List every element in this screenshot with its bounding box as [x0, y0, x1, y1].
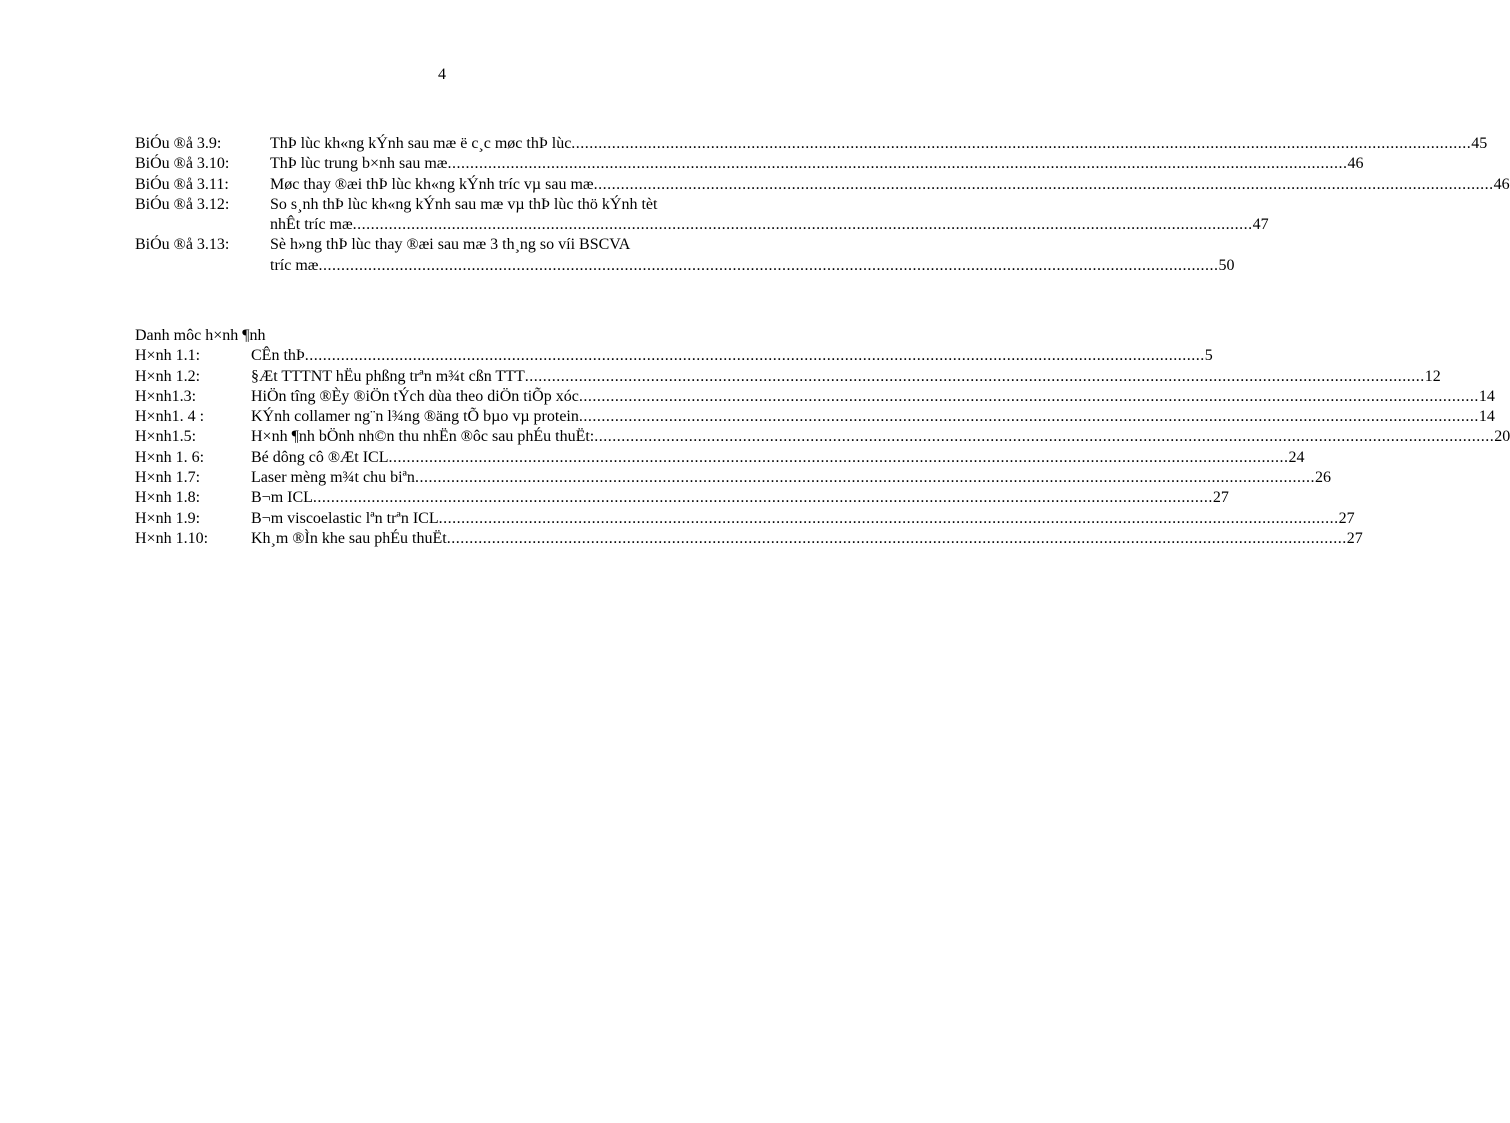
entry-body [251, 488, 1229, 508]
toc-entry [135, 407, 1495, 427]
chart-list [135, 134, 1510, 276]
entry-title: §Æt TTTNT hËu phßng trªn m¾t cßn TTT [251, 367, 525, 385]
entry-title: Sè h»ng thÞ lùc thay ®æi sau mæ 3 th¸ng so víi BSCVA [270, 236, 631, 254]
entry-label: H×nh1.3: [135, 387, 197, 405]
entry-title: Kh¸m ®Ìn khe sau phÉu thuËt [251, 529, 447, 547]
toc-entry [135, 346, 1213, 366]
entry-body [270, 195, 1269, 236]
page-number: 4 [438, 66, 446, 83]
toc-line [251, 346, 1213, 366]
entry-body [270, 154, 1364, 174]
entry-label: BiÓu ®å 3.13: [135, 236, 230, 254]
entry-body [251, 346, 1213, 366]
entry-label: BiÓu ®å 3.10: [135, 155, 230, 173]
entry-label: H×nh 1.10: [135, 529, 209, 547]
entry-title: ThÞ lùc kh«ng kÝnh sau mæ ë c¸c møc thÞ lùc [270, 135, 572, 152]
toc-line [251, 407, 1495, 427]
toc-line [251, 468, 1331, 488]
entry-label: BiÓu ®å 3.12: [135, 195, 230, 213]
entry-title: Møc thay ®æi thÞ lùc kh«ng kÝnh tríc vµ sau mæ [270, 175, 594, 193]
entry-title: Laser mèng m¾t chu biªn [251, 469, 415, 487]
entry-body [270, 175, 1510, 195]
dot-leader: ........................................................................................................................................................................................................ [593, 175, 1494, 193]
toc-line [270, 256, 1235, 276]
entry-body [251, 427, 1510, 447]
dot-leader: ........................................................................................................................................................................................................ [414, 469, 1315, 487]
entry-page-number: 27 [1338, 509, 1355, 527]
dot-leader: ........................................................................................................................................................................................................ [447, 155, 1348, 173]
entry-title: H×nh ¶nh bÖnh nh©n thu nhËn ®ôc sau phÉu thuËt: [251, 428, 595, 446]
entry-label: H×nh 1.8: [135, 489, 201, 507]
figure-list-title: Danh môc h×nh ¶nh [135, 327, 266, 344]
toc-entry [135, 387, 1495, 407]
entry-label: H×nh 1.1: [135, 347, 201, 365]
toc-entry [135, 134, 1488, 154]
dot-leader: ........................................................................................................................................................................................................ [571, 135, 1472, 152]
dot-leader: ........................................................................................................................................................................................................ [438, 509, 1339, 527]
entry-page-number: 47 [1252, 216, 1269, 234]
dot-leader: ........................................................................................................................................................................................................ [594, 428, 1495, 446]
toc-entry [135, 529, 1363, 549]
toc-entry [135, 175, 1510, 195]
toc-entry [135, 448, 1305, 468]
entry-page-number: 14 [1478, 387, 1495, 405]
entry-body [270, 235, 1235, 276]
entry-label: H×nh 1.9: [135, 509, 201, 527]
toc-line [251, 529, 1363, 549]
entry-body [251, 387, 1495, 407]
toc-line [270, 235, 737, 255]
entry-label: H×nh 1.7: [135, 469, 201, 487]
entry-body [251, 468, 1331, 488]
entry-page-number: 46 [1347, 155, 1364, 173]
dot-leader: ........................................................................................................................................................................................................ [318, 256, 1219, 274]
entry-page-number: 26 [1314, 469, 1331, 487]
entry-title: nhÊt tríc mæ [270, 216, 353, 234]
toc-line [251, 427, 1510, 447]
toc-line [270, 175, 1510, 195]
entry-label: H×nh1.5: [135, 428, 197, 446]
dot-leader: ........................................................................................................................................................................................................ [304, 347, 1205, 365]
toc-line [251, 387, 1495, 407]
entry-label: H×nh1. 4 : [135, 408, 205, 426]
entry-title: Bé dông cô ®Æt ICL [251, 448, 389, 466]
entry-title: ThÞ lùc trung b×nh sau mæ [270, 155, 448, 173]
dot-leader: ........................................................................................................................................................................................................ [446, 529, 1347, 547]
entry-title: KÝnh collamer ng¨n l¾ng ®äng tÕ bµo vµ protein [251, 408, 579, 426]
entry-page-number: 27 [1212, 489, 1229, 507]
toc-entry [135, 488, 1229, 508]
toc-line [270, 195, 737, 215]
entry-body [251, 407, 1495, 427]
dot-leader: ........................................................................................................................................................................................................ [578, 387, 1479, 405]
dot-leader: ........................................................................................................................................................................................................ [312, 489, 1213, 507]
entry-page-number: 20 [1494, 428, 1510, 446]
entry-page-number: 46 [1493, 175, 1510, 193]
entry-title: CÊn thÞ [251, 347, 305, 365]
toc-entry [135, 427, 1510, 447]
entry-title: HiÖn tîng ®Èy ®iÖn tÝch dùa theo diÖn tiÕp xóc [251, 387, 579, 405]
entry-page-number: 12 [1424, 367, 1441, 385]
entry-title: B¬m ICL [251, 489, 313, 507]
toc-entry [135, 195, 1269, 236]
dot-leader: ........................................................................................................................................................................................................ [352, 216, 1253, 234]
entry-body [251, 529, 1363, 549]
entry-title: tríc mæ [270, 256, 319, 274]
toc-entry [135, 367, 1441, 387]
entry-page-number: 24 [1288, 448, 1305, 466]
entry-body [251, 448, 1305, 468]
entry-label: H×nh 1.2: [135, 367, 201, 385]
entry-body [270, 134, 1488, 154]
toc-entry [135, 235, 1235, 276]
toc-line [251, 509, 1355, 529]
entry-page-number: 50 [1218, 256, 1235, 274]
toc-line [251, 367, 1441, 387]
toc-line [270, 154, 1364, 174]
entry-body [251, 367, 1441, 387]
entry-page-number: 45 [1471, 135, 1488, 152]
entry-page-number: 14 [1478, 408, 1495, 426]
toc-line [251, 448, 1305, 468]
toc-line [251, 488, 1229, 508]
entry-label: H×nh 1. 6: [135, 448, 205, 466]
toc-line [270, 134, 1488, 154]
dot-leader: ........................................................................................................................................................................................................ [524, 367, 1425, 385]
entry-title: So s¸nh thÞ lùc kh«ng kÝnh sau mæ vµ thÞ lùc thö kÝnh tèt [270, 195, 658, 213]
entry-body [251, 509, 1355, 529]
entry-label: BiÓu ®å 3.11: [135, 175, 229, 193]
toc-entry [135, 154, 1364, 174]
figure-list [135, 326, 1510, 549]
toc-entry [135, 468, 1331, 488]
toc-entry [135, 509, 1355, 529]
dot-leader: ........................................................................................................................................................................................................ [388, 448, 1289, 466]
entry-label: BiÓu ®å 3.9: [135, 135, 222, 152]
entry-page-number: 27 [1346, 529, 1363, 547]
entry-title: B¬m viscoelastic lªn trªn ICL [251, 509, 439, 527]
entry-page-number: 5 [1204, 347, 1213, 365]
dot-leader: ........................................................................................................................................................................................................ [578, 408, 1479, 426]
toc-line [270, 215, 1269, 235]
